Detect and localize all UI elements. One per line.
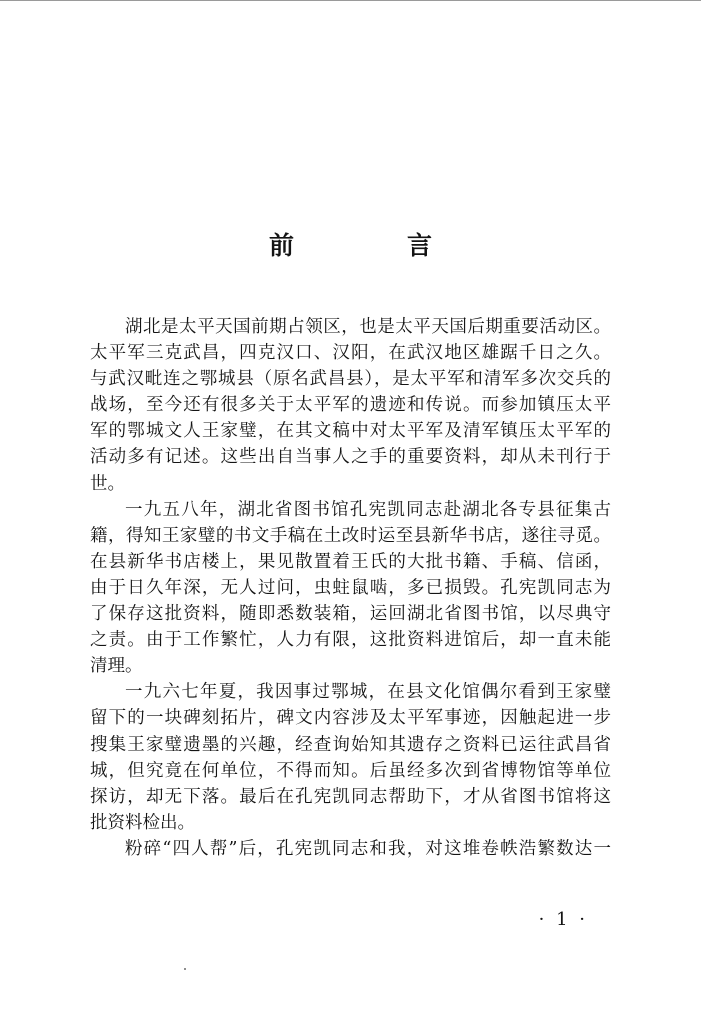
text-line: 批资料检出。 [90, 812, 195, 833]
text-line: 活动多有记述。这些出自当事人之手的重要资料，却从未刊行于 [90, 447, 611, 468]
text-line: 太平军三克武昌，四克汉口、汉阳，在武汉地区雄踞千日之久。 [90, 343, 611, 364]
text-line: 一九五八年，湖北省图书馆孔宪凯同志赴湖北各专县征集古 [125, 499, 611, 520]
text-line: 籍，得知王家璧的书文手稿在土改时运至县新华书店，遂往寻觅。 [90, 525, 611, 546]
text-line: 城，但究竟在何单位，不得而知。后虽经多次到省博物馆等单位 [90, 760, 611, 781]
text-line: 粉碎“四人帮”后，孔宪凯同志和我，对这堆卷帙浩繁数达一 [125, 838, 611, 859]
page-title: 前 言 [268, 231, 476, 260]
text-line: 世。 [90, 473, 125, 494]
text-line: 与武汉毗连之鄂城县（原名武昌县），是太平军和清军多次交兵的 [90, 369, 611, 390]
text-line: 留下的一块碑刻拓片，碑文内容涉及太平军事迹，因触起进一步 [90, 708, 611, 729]
text-line: 湖北是太平天国前期占领区，也是太平天国后期重要活动区。 [125, 317, 611, 337]
text-line: 之责。由于工作繁忙，人力有限，这批资料进馆后，却一直未能 [90, 630, 611, 651]
text-line: 了保存这批资料，随即悉数装箱，运回湖北省图书馆，以尽典守 [90, 604, 611, 625]
text-line: 探访，却无下落。最后在孔宪凯同志帮助下，才从省图书馆将这 [90, 786, 611, 807]
text-line: 在县新华书店楼上，果见散置着王氏的大批书籍、手稿、信函， [90, 551, 611, 572]
scan-speck [184, 968, 186, 970]
text-line: 由于日久年深，无人过问，虫蛀鼠啮，多已损毁。孔宪凯同志为 [90, 577, 611, 598]
text-line: 一九六七年夏，我因事过鄂城，在县文化馆偶尔看到王家璧 [125, 682, 611, 703]
text-line: 战场，至今还有很多关于太平军的遗迹和传说。而参加镇压太平 [90, 395, 611, 416]
text-line: 清理。 [90, 656, 143, 677]
text-line: 军的鄂城文人王家璧，在其文稿中对太平军及清军镇压太平军的 [90, 421, 611, 442]
text-line: 搜集王家璧遗墨的兴趣，经查询始知其遗存之资料已运往武昌省 [90, 734, 611, 755]
page-number: · 1 · [538, 909, 588, 930]
page-top-border [0, 0, 701, 1]
preface-body [90, 314, 611, 862]
